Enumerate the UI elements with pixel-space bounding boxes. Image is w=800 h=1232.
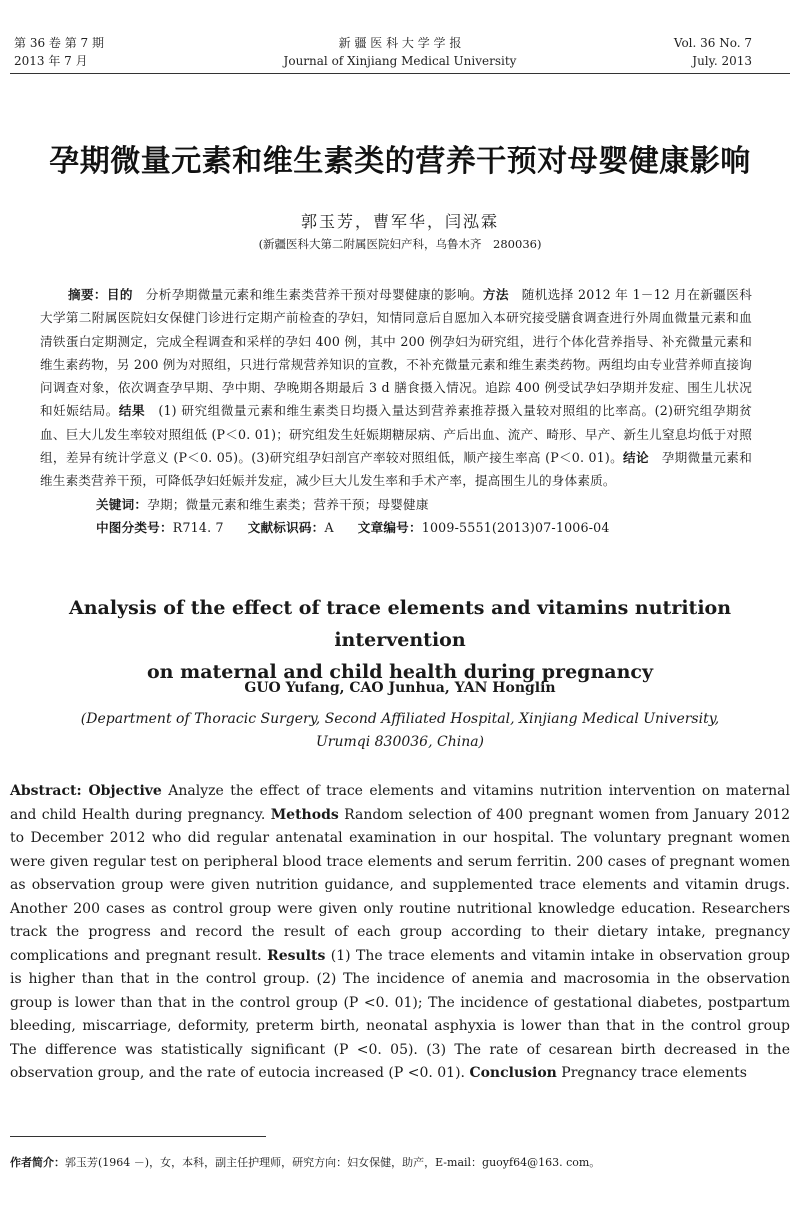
author-footnote	[10, 1154, 600, 1170]
date-en: July. 2013	[692, 54, 752, 68]
results-en-label: Results	[267, 947, 326, 964]
keywords-cn-line	[40, 493, 752, 516]
header-rule	[10, 73, 790, 74]
results-cn-text: (1) 研究组微量元素和维生素类日均摄入量达到营养素推荐摄入量较对照组的比率高。(2)研究组孕期贫血、巨大儿发生率较对照组低 (P＜0. 01)；研究组发生妊娠期糖尿病、产后出血、流产、畸形、早产、新生儿窒息均低于对照组，差异有统计学意义 (P＜0. 05)。(3)研究组孕妇剖宫产率较对照组低，顺产接生率高 (P＜0. 01)。	[40, 403, 752, 466]
title-en	[0, 592, 800, 688]
affiliation-en-line2: Urumqi 830036, China)	[315, 734, 485, 750]
methods-cn-text: 随机选择 2012 年 1－12 月在新疆医科大学第二附属医院妇女保健门诊进行定期产前检查的孕妇，知情同意后自愿加入本研究接受膳食调查进行外周血微量元素和血清铁蛋白定期测定，完成全程调查和采样的孕妇 400 例，其中 200 例孕妇为研究组，进行个体化营养指导、补充微量元素和维生素药物，另 200 例为对照组，只进行常规营养知识的宣教，不补充微量元素和维生素类药物。两组均由专业营养师直接询问调查对象，依次调查孕早期、孕中期、孕晚期各期最后 3 d 膳食摄入情况。追踪 400 例受试孕妇孕期并发症、围生儿状况和妊娠结局。	[40, 287, 753, 419]
conclusion-en-label: Conclusion	[469, 1065, 557, 1081]
running-header-left	[14, 34, 104, 70]
clc-value: R714. 7	[172, 519, 224, 535]
methods-cn-label: 方法	[482, 287, 509, 302]
conclusion-cn-text: 孕期微量元素和维生素类营养干预，可降低孕妇妊娠并发症，减少巨大儿发生率和手术产率，提高围生儿的身体素质。	[40, 450, 753, 489]
conclusion-en-text: Pregnancy trace elements	[556, 1065, 747, 1081]
methods-en-label: Methods	[270, 806, 339, 823]
abstract-en-body	[10, 780, 790, 1086]
article-number-value: 1009-5551(2013)07-1006-04	[421, 519, 610, 535]
classification-line	[40, 516, 752, 539]
footnote-label: 作者简介：	[10, 1156, 65, 1169]
affiliation-cn: (新疆医科大第二附属医院妇产科，乌鲁木齐 280036)	[258, 237, 542, 251]
authors-en: GUO Yufang, CAO Junhua, YAN Honglin	[244, 680, 556, 696]
running-header-right	[674, 34, 752, 70]
title-en-line1: Analysis of the effect of trace elements and vitamins nutrition intervention	[68, 597, 732, 651]
footnote-rule	[10, 1136, 266, 1137]
journal-name-en: Journal of Xinjiang Medical University	[283, 54, 517, 68]
methods-en-text: Random selection of 400 pregnant women from January 2012 to December 2012 who did regular antenatal examination in our hospital. The voluntary pregnant women were given regular test on peripheral blood trace elements and serum ferritin. 200 cases of pregnant women as observation group were given nutrition guidance, and supplemented trace elements and vitamin drugs. Another 200 cases as control group were given only routine nutritional knowledge education. Researchers track the progress and record the result of each group according to their dietary intake, pregnancy complications and pregnant result.	[10, 806, 790, 964]
volume-issue-en: Vol. 36 No. 7	[673, 36, 752, 50]
footnote-text: 郭玉芳(1964 －)，女，本科，副主任护理师，研究方向：妇女保健，助产，E-mail：guoyf64@163. com。	[65, 1156, 601, 1169]
affiliation-en	[0, 708, 800, 754]
title-cn: 孕期微量元素和维生素类的营养干预对母婴健康影响	[49, 144, 751, 179]
abstract-en-label: Abstract: Objective	[10, 783, 162, 799]
objective-cn-label: 目的	[106, 287, 133, 302]
results-cn-label: 结果	[118, 403, 146, 419]
conclusion-cn-label: 结论	[623, 450, 649, 466]
clc-label: 中图分类号：	[96, 519, 173, 535]
journal-name-cn: 新 疆 医 科 大 学 学 报	[338, 36, 462, 50]
keywords-cn-text: 孕期；微量元素和维生素类；营养干预；母婴健康	[147, 496, 429, 512]
objective-en-text: Analyze the effect of trace elements and vitamins nutrition intervention on maternal and child Health during pregnancy.	[10, 783, 790, 823]
doc-code-label: 文献标识码：	[247, 519, 325, 535]
authors-cn: 郭玉芳，曹军华，闫泓霖	[300, 212, 499, 231]
abstract-cn-body	[40, 283, 752, 493]
title-en-line2: on maternal and child health during pregnancy	[147, 661, 653, 683]
running-header-center	[200, 34, 600, 70]
objective-cn-text: 分析孕期微量元素和维生素类营养干预对母婴健康的影响。	[132, 287, 483, 302]
abstract-en	[10, 780, 790, 1086]
article-number-label: 文章编号：	[357, 519, 422, 535]
affiliation-en-line1: (Department of Thoracic Surgery, Second Affiliated Hospital, Xinjiang Medical University,	[80, 711, 720, 727]
abstract-cn	[40, 283, 752, 539]
results-en-text: (1) The trace elements and vitamin intake in observation group is higher than that in the control group. (2) The incidence of anemia and macrosomia in the observation group is lower than that in the control group (P <0. 01); The incidence of gestational diabetes, postpartum bleeding, miscarriage, deformity, preterm birth, neonatal asphyxia is lower than that in the control group The difference was statistically significant (P <0. 05). (3) The rate of cesarean birth decreased in the observation group, and the rate of eutocia increased (P <0. 01).	[10, 947, 790, 1081]
abstract-cn-label: 摘要：	[68, 287, 107, 302]
volume-issue-cn: 第 36 卷 第 7 期	[14, 36, 104, 50]
date-cn: 2013 年 7 月	[14, 54, 88, 68]
doc-code-value: A	[324, 519, 334, 535]
keywords-cn-label: 关键词：	[96, 496, 148, 512]
